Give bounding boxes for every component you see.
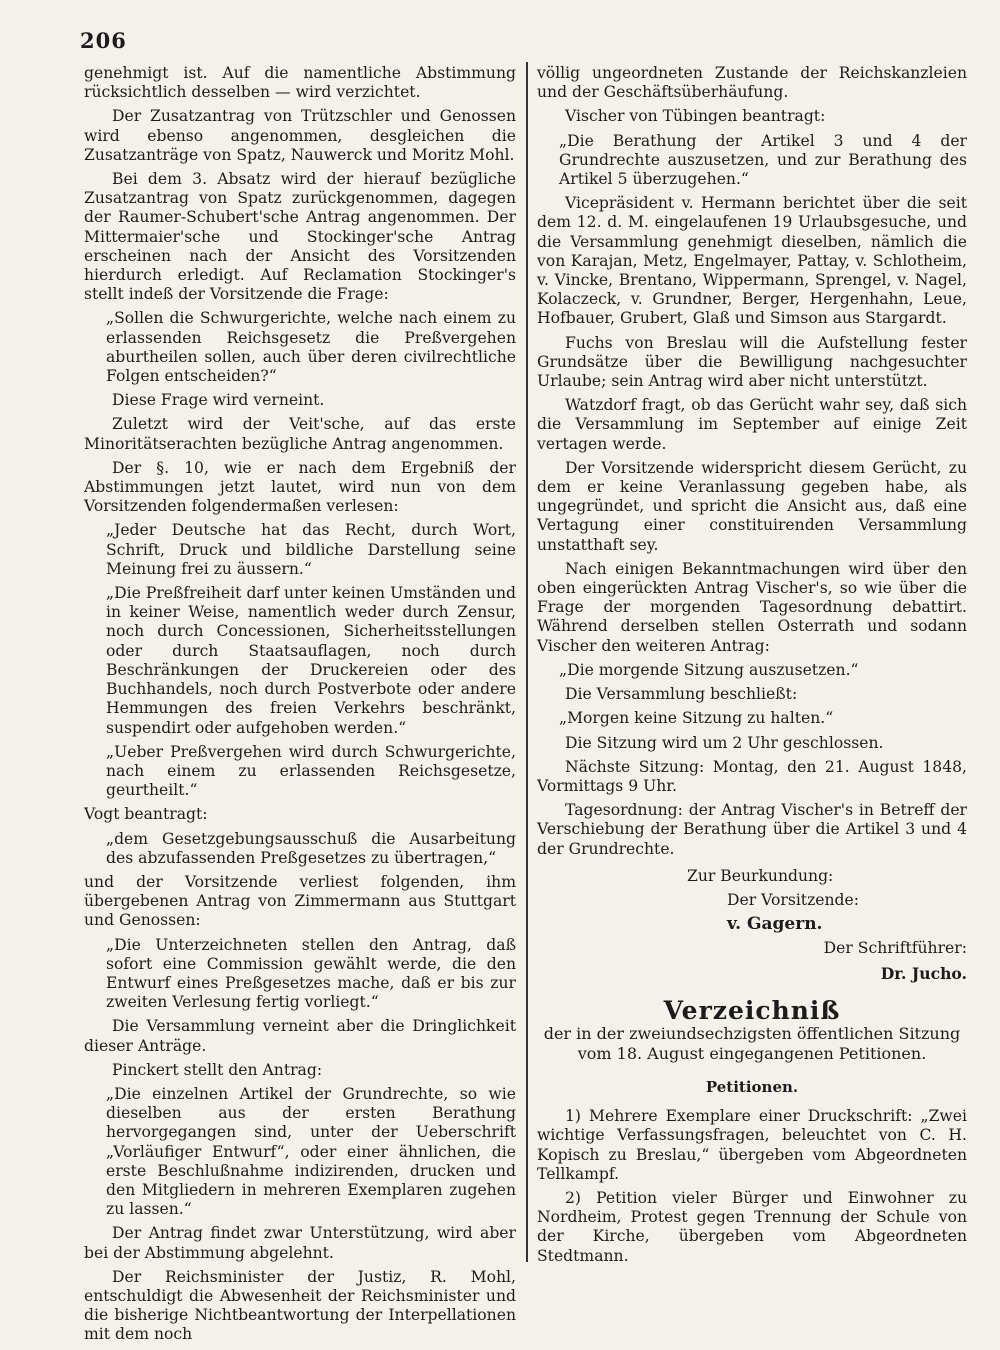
schriftfuehrer-label: Der Schriftführer: bbox=[823, 939, 967, 958]
paragraph: Der Zusatzantrag von Trützschler und Genossen wird ebenso angenommen, desgleichen die Zusatzanträge von Spatz, Nauwerck und Moritz Mohl. bbox=[84, 107, 516, 164]
column-rule bbox=[526, 62, 528, 1262]
right-paragraphs bbox=[537, 64, 967, 859]
paragraph: „Sollen die Schwurgerichte, welche nach einem zu erlassenden Reichsgesetz die Preßvergehen aburtheilen sollen, auch über deren civilrechtliche Folgen entscheiden?“ bbox=[106, 309, 516, 386]
vorsitzende-label: Der Vorsitzende: bbox=[727, 890, 860, 909]
paragraph: „dem Gesetzgebungsausschuß die Ausarbeitung des abzufassenden Preßgesetzes zu übertragen,“ bbox=[106, 829, 516, 867]
paragraph: „Die einzelnen Artikel der Grundrechte, so wie dieselben aus der ersten Berathung hervorgegangen sind, unter der Ueberschrift „Vorläufiger Entwurf“, oder einer ähnlichen, die erste Beschlußnahme indizirenden, drucken und den Mitgliedern in mehreren Exemplaren zugehen zu lassen.“ bbox=[106, 1084, 516, 1219]
paragraph: „Die Berathung der Artikel 3 und 4 der Grundrechte auszusetzen, und zur Berathung des Artikel 5 überzugehen.“ bbox=[559, 131, 967, 189]
paragraph: Fuchs von Breslau will die Aufstellung fester Grundsätze über die Bewilligung nachgesuchter Urlaube; sein Antrag wird aber nicht unterstützt. bbox=[537, 333, 967, 391]
petition-item: 2) Petition vieler Bürger und Einwohner zu Nordheim, Protest gegen Trennung der Schule von der Kirche, übergeben vom Abgeordneten Stedtmann. bbox=[537, 1188, 967, 1265]
zur-beurkundung: Zur Beurkundung: bbox=[687, 866, 834, 885]
paragraph: „Die morgende Sitzung auszusetzen.“ bbox=[559, 660, 859, 679]
petition-item: 1) Mehrere Exemplare einer Druckschrift: „Zwei wichtige Verfassungsfragen, beleuchtet von C. H. Kopisch zu Breslau,“ übergeben vom Abgeordneten Tellkampf. bbox=[537, 1107, 967, 1183]
paragraph: Nach einigen Bekanntmachungen wird über den oben eingerückten Antrag Vischer's, so wie über die Frage der morgenden Tagesordnung debattirt. Während derselben stellen Osterrath und sodann Vischer den weiteren Antrag: bbox=[537, 559, 967, 655]
paragraph: Die Versammlung beschließt: bbox=[565, 685, 798, 704]
paragraph: Zuletzt wird der Veit'sche, auf das erste Minoritätserachten bezügliche Antrag angenommen. bbox=[84, 415, 516, 453]
verzeichniss-subtitle: der in der zweiundsechzigsten öffentlichen Sitzung vom 18. August eingegangenen Petitionen. bbox=[543, 1023, 961, 1063]
petitionen-heading: Petitionen. bbox=[705, 1077, 799, 1096]
paragraph: Nächste Sitzung: Montag, den 21. August 1848, Vormittags 9 Uhr. bbox=[537, 757, 967, 795]
petition-list bbox=[537, 1107, 967, 1266]
paragraph: Bei dem 3. Absatz wird der hierauf bezügliche Zusatzantrag von Spatz zurückgenommen, dagegen der Raumer-Schubert'sche Antrag angenommen. Der Mittermaier'sche und Stockinger'sche Antrag erscheinen nach der Ansicht des Vorsitzenden hierdurch erledigt. Auf Reclamation Stockinger's stellt indeß der Vorsitzende die Frage: bbox=[84, 170, 516, 304]
paragraph: „Morgen keine Sitzung zu halten.“ bbox=[559, 709, 834, 728]
paragraph: Der Vorsitzende widerspricht diesem Gerücht, zu dem er keine Veranlassung gegeben habe, als ungegründet, und spricht die Ansicht aus, daß eine Vertagung einer constituirenden Versammlung unstatthaft sey. bbox=[537, 458, 967, 554]
paragraph: Tagesordnung: der Antrag Vischer's in Betreff der Verschiebung der Berathung über die Artikel 3 und 4 der Grundrechte. bbox=[537, 801, 967, 858]
paragraph: Der §. 10, wie er nach dem Ergebniß der Abstimmungen jetzt lautet, wird nun von dem Vorsitzenden folgendermaßen verlesen: bbox=[84, 458, 516, 516]
paragraph: Die Versammlung verneint aber die Dringlichkeit dieser Anträge. bbox=[84, 1017, 516, 1055]
paragraph: und der Vorsitzende verliest folgenden, ihm übergebenen Antrag von Zimmermann aus Stuttgart und Genossen: bbox=[84, 872, 516, 930]
paragraph: Pinckert stellt den Antrag: bbox=[112, 1060, 323, 1079]
paragraph: Der Reichsminister der Justiz, R. Mohl, entschuldigt die Abwesenheit der Reichsminister und die bisherige Nichtbeantwortung der Interpellationen mit dem noch bbox=[84, 1267, 516, 1344]
paragraph: „Jeder Deutsche hat das Recht, durch Wort, Schrift, Druck und bildliche Darstellung seine Meinung frei zu äussern.“ bbox=[106, 521, 516, 578]
left-column bbox=[84, 64, 516, 1350]
paragraph: Vicepräsident v. Hermann berichtet über die seit dem 12. d. M. eingelaufenen 19 Urlaubsgesuche, und die Versammlung genehmigt dieselben, nämlich die von Karajan, Metz, Engelmayer, Pattay, v. Schlotheim, v. Vincke, Brentano, Wippermann, Sprengel, v. Nagel, Kolaczeck, v. Grundner, Berger, Hergenhahn, Leue, Hofbauer, Grubert, Glaß und Simson aus Stargardt. bbox=[537, 194, 967, 328]
paragraph: Watzdorf fragt, ob das Gerücht wahr sey, daß sich die Versammlung im September auf einige Zeit vertagen werde. bbox=[537, 396, 967, 453]
signature-jucho: Dr. Jucho. bbox=[880, 963, 967, 983]
verzeichniss-title: Verzeichniß bbox=[663, 995, 841, 1025]
paragraph: Vogt beantragt: bbox=[84, 805, 208, 824]
paragraph: Vischer von Tübingen beantragt: bbox=[565, 107, 826, 126]
paragraph: Diese Frage wird verneint. bbox=[112, 391, 325, 410]
paragraph: „Die Unterzeichneten stellen den Antrag, daß sofort eine Commission gewählt werde, die den Entwurf eines Preßgesetzes mache, daß er bis zur zweiten Verlesung fertig vorliegt.“ bbox=[106, 935, 516, 1012]
signature-gagern: v. Gagern. bbox=[727, 914, 823, 935]
paragraph: Die Sitzung wird um 2 Uhr geschlossen. bbox=[565, 733, 884, 752]
paragraph: völlig ungeordneten Zustande der Reichskanzleien und der Geschäftsüberhäufung. bbox=[537, 64, 967, 102]
paragraph: genehmigt ist. Auf die namentliche Abstimmung rücksichtlich desselben — wird verzichtet. bbox=[84, 64, 516, 102]
right-column bbox=[537, 64, 967, 1271]
paragraph: „Die Preßfreiheit darf unter keinen Umständen und in keiner Weise, namentlich weder durch Zensur, noch durch Concessionen, Sicherheitsstellungen oder durch Staatsauflagen, noch durch Beschränkungen der Druckereien oder des Buchhandels, noch durch Postverbote oder andere Hemmungen des freien Verkehrs beschränkt, suspendirt oder aufgehoben werden.“ bbox=[106, 584, 516, 737]
paragraph: Der Antrag findet zwar Unterstützung, wird aber bei der Abstimmung abgelehnt. bbox=[84, 1224, 516, 1262]
page-number: 206 bbox=[80, 28, 127, 53]
paragraph: „Ueber Preßvergehen wird durch Schwurgerichte, nach einem zu erlassenden Reichsgesetze, geurtheilt.“ bbox=[106, 742, 516, 800]
